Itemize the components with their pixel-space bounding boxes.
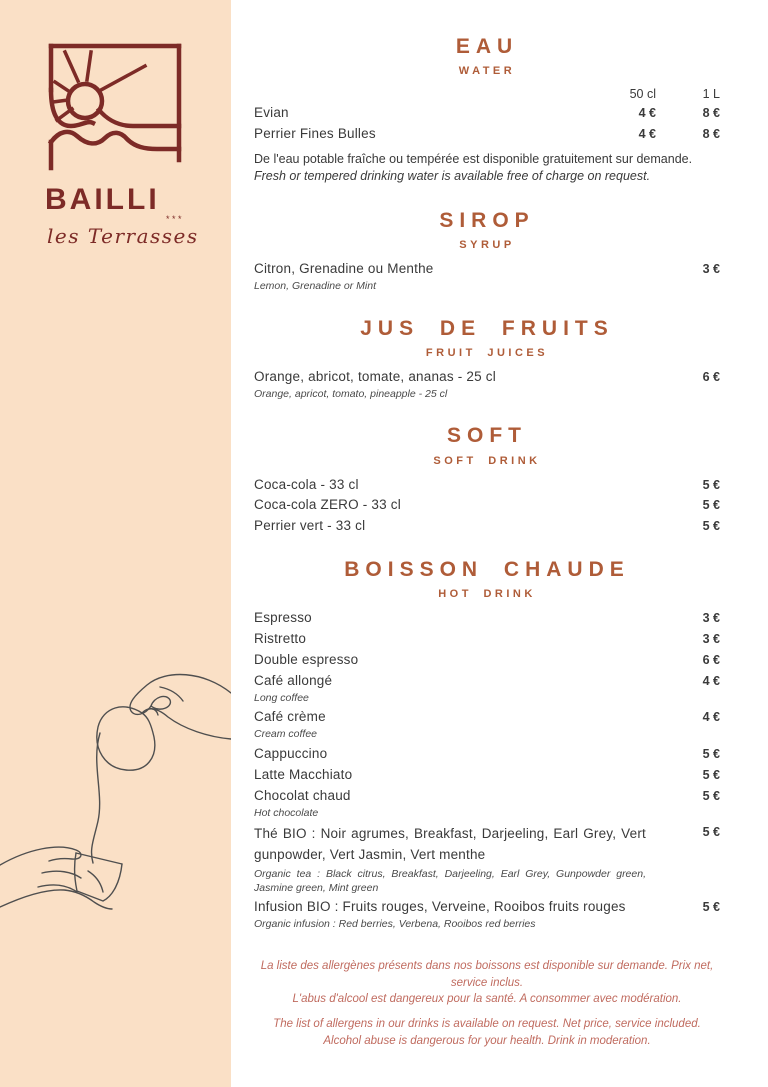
menu-item-row	[254, 652, 720, 669]
footer-en-line2: Alcohol abuse is dangerous for your health. Drink in moderation.	[323, 1034, 651, 1047]
item-name: Infusion BIO : Fruits rouges, Verveine, Rooibos fruits rouges	[254, 899, 626, 915]
menu-item-row	[254, 788, 720, 805]
item-price: 5 €	[702, 900, 720, 915]
item-price-1l: 8 €	[702, 106, 720, 121]
item-name: Chocolat chaud	[254, 787, 351, 803]
item-name: Espresso	[254, 610, 312, 626]
menu-item-row	[254, 261, 720, 278]
item-name: Ristretto	[254, 631, 307, 647]
item-name: Coca-cola - 33 cl	[254, 476, 359, 492]
item-price: 4 €	[702, 710, 720, 725]
section-title: EAU	[455, 35, 519, 58]
item-price: 5 €	[702, 788, 720, 803]
footer-english-block	[254, 1016, 720, 1049]
item-price: 6 €	[702, 369, 720, 384]
menu-content	[231, 0, 768, 1087]
item-price: 4 €	[702, 673, 720, 688]
menu-item-row	[254, 497, 720, 514]
footer-french-block	[254, 958, 720, 1008]
item-price-50cl: 4 €	[638, 127, 656, 142]
item-price: 5 €	[702, 498, 720, 513]
item-price: 5 €	[702, 519, 720, 534]
brand-name: BAILLI	[45, 183, 160, 216]
item-price: 3 €	[702, 611, 720, 626]
sidebar	[0, 0, 231, 1087]
hands-pouring-cup-illustration-icon	[0, 645, 231, 917]
menu-item-row	[254, 767, 720, 784]
legal-footer	[254, 958, 720, 1049]
item-translation: Orange, apricot, tomato, pineapple - 25 cl	[254, 387, 448, 400]
item-price: 5 €	[702, 825, 720, 840]
column-header-50cl: 50 cl	[629, 87, 656, 102]
section-sirop	[254, 208, 720, 294]
item-price: 5 €	[702, 477, 720, 492]
item-price: 5 €	[702, 747, 720, 761]
section-title: BOISSON CHAUDE	[344, 558, 630, 582]
item-translation: Hot chocolate	[254, 806, 319, 819]
footer-fr-line2: L'abus d'alcool est dangereux pour la santé. A consommer avec modération.	[292, 993, 682, 1006]
item-translation: Lemon, Grenadine or Mint	[254, 280, 376, 292]
column-header-1l: 1 L	[702, 87, 720, 102]
section-subtitle: SOFT DRINK	[433, 454, 541, 467]
size-columns-header	[254, 87, 720, 101]
item-name: Café crème	[254, 709, 326, 725]
section-subtitle: WATER	[458, 65, 516, 78]
menu-item-row	[254, 477, 720, 494]
menu-item-row	[254, 824, 720, 866]
section-title: SOFT	[447, 424, 527, 448]
item-translation: Organic infusion : Red berries, Verbena, Rooibos red berries	[254, 918, 536, 931]
brand-block	[45, 40, 199, 248]
section-soft	[254, 423, 720, 535]
menu-item-row	[254, 631, 720, 648]
brand-stars: ***	[165, 214, 184, 224]
section-boisson-chaude	[254, 557, 720, 932]
item-name: Perrier vert - 33 cl	[254, 518, 366, 534]
menu-item-row	[254, 673, 720, 690]
footer-en-line1: The list of allergens in our drinks is available on request. Net price, service included.	[273, 1017, 701, 1030]
menu-item-row	[254, 709, 720, 726]
item-translation: Organic tea : Black citrus, Breakfast, Darjeeling, Earl Grey, Gunpowder green, Jasmine green, Mint green	[254, 868, 646, 894]
footer-fr-line1: La liste des allergènes présents dans nos boissons est disponible sur demande. Prix net, service inclus.	[260, 959, 714, 989]
item-name: Café allongé	[254, 672, 333, 688]
menu-item-row	[254, 746, 720, 763]
item-price: 6 €	[702, 653, 720, 668]
item-translation: Long coffee	[254, 691, 309, 704]
item-name: Latte Macchiato	[254, 766, 353, 782]
section-subtitle: FRUIT JUICES	[425, 346, 549, 359]
sun-over-sea-logo-icon	[45, 40, 187, 172]
menu-item-row	[254, 369, 720, 386]
section-title: SIROP	[439, 208, 535, 232]
water-note-en: Fresh or tempered drinking water is available free of charge on request.	[254, 169, 651, 184]
section-eau	[254, 34, 720, 186]
item-price-1l: 8 €	[702, 127, 720, 142]
item-name: Double espresso	[254, 652, 359, 668]
item-name: Cappuccino	[254, 746, 328, 761]
item-price: 3 €	[702, 632, 720, 647]
item-price: 3 €	[702, 262, 720, 277]
item-name: Evian	[254, 105, 289, 121]
menu-item-row	[254, 126, 720, 143]
menu-item-row	[254, 518, 720, 535]
item-translation: Cream coffee	[254, 728, 318, 741]
item-name: Thé BIO : Noir agrumes, Breakfast, Darjeeling, Earl Grey, Vert gunpowder, Vert Jasmin, Vert menthe	[254, 826, 646, 863]
section-subtitle: SYRUP	[459, 239, 515, 252]
section-title: JUS DE FRUITS	[360, 316, 614, 340]
item-price: 5 €	[702, 767, 720, 782]
brand-tagline: les Terrasses	[47, 224, 199, 248]
item-name: Citron, Grenadine ou Menthe	[254, 261, 434, 277]
item-name: Coca-cola ZERO - 33 cl	[254, 497, 401, 513]
menu-item-row	[254, 105, 720, 122]
section-jus-de-fruits	[254, 316, 720, 402]
water-note-fr: De l'eau potable fraîche ou tempérée est disponible gratuitement sur demande.	[254, 151, 693, 166]
menu-item-row	[254, 899, 720, 916]
section-subtitle: HOT DRINK	[438, 588, 536, 601]
item-name: Orange, abricot, tomate, ananas - 25 cl	[254, 368, 496, 384]
item-price-50cl: 4 €	[638, 106, 656, 121]
item-name: Perrier Fines Bulles	[254, 126, 376, 142]
menu-item-row	[254, 610, 720, 627]
